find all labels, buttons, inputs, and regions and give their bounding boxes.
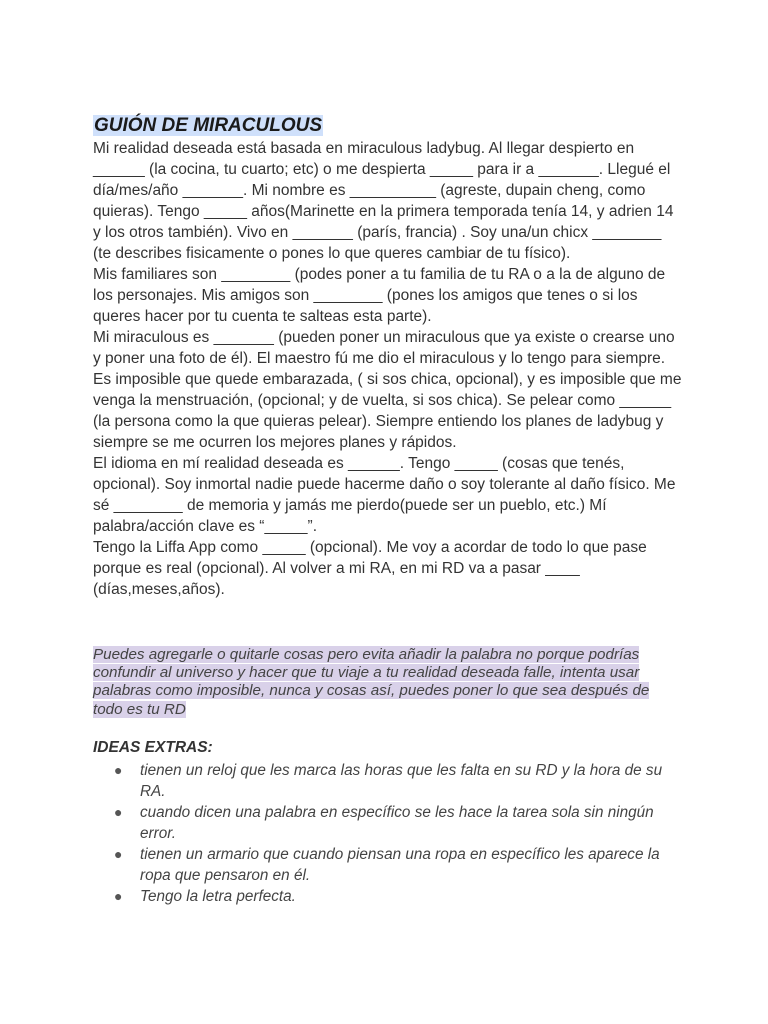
paragraph-abilities: Es imposible que quede embarazada, ( si sos chica, opcional), y es imposible que me venga la menstruación, (opcional; y de vuelta, si sos chica). Se pelear como ______ (la persona como la que quieras pelear). Siempre entiendo los planes de ladybug y siempre se me ocurren los mejores planes y rápidos. xyxy=(93,371,682,451)
paragraph-language: El idioma en mí realidad deseada es ______. Tengo _____ (cosas que tenés, opcional). Soy inmortal nadie puede hacerme daño o soy tolerante al daño físico. Me sé ________ de memoria y jamás me pierdo(puede ser un pueblo, etc.) Mí palabra/acción clave es “_____”. xyxy=(93,455,676,535)
list-item-text: Tengo la letra perfecta. xyxy=(140,887,296,905)
list-item-text: tienen un reloj que les marca las horas que les falta en su RD y la hora de su RA. xyxy=(140,761,663,800)
body-text xyxy=(93,138,683,600)
bullet-icon: ● xyxy=(114,803,123,820)
list-item-text: tienen un armario que cuando piensan una ropa en específico les aparece la ropa que pensaron en él. xyxy=(140,845,660,884)
list-item-text: cuando dicen una palabra en específico se les hace la tarea sola sin ningún error. xyxy=(140,803,654,842)
document-title: GUIÓN DE MIRACULOUS xyxy=(94,115,322,136)
extras-list xyxy=(93,760,683,907)
title-line xyxy=(93,114,683,138)
paragraph-intro: Mi realidad deseada está basada en miraculous ladybug. Al llegar despierto en ______ (la cocina, tu cuarto; etc) o me despierta _____ para ir a _______. Llegué el día/mes/año _______. Mi nombre es __________ (agreste, dupain cheng, como quieras). Tengo _____ años(Marinette en la primera temporada tenía 14, y adrien 14 y los otros también). Vivo en _______ (parís, francia) . Soy una/un chicx ________ (te describes fisicamente o pones lo que queres cambiar de tu físico). xyxy=(93,140,674,262)
list-item xyxy=(93,844,683,886)
paragraph-miraculous: Mi miraculous es _______ (pueden poner un miraculous que ya existe o crearse uno y poner una foto de él). El maestro fú me dio el miraculous y lo tengo para siempre. xyxy=(93,329,675,367)
document-content xyxy=(93,114,683,907)
list-item xyxy=(93,802,683,844)
extras-heading: IDEAS EXTRAS: xyxy=(93,738,213,756)
list-item xyxy=(93,886,683,907)
bullet-icon: ● xyxy=(114,761,123,778)
highlighted-note xyxy=(93,646,683,719)
bullet-icon: ● xyxy=(114,845,123,862)
note-text: Puedes agregarle o quitarle cosas pero evita añadir la palabra no porque podrías confundir al universo y hacer que tu viaje a tu realidad deseada falle, intenta usar palabras como imposible, nunca y cosas así, puedes poner lo que sea después de todo es tu RD xyxy=(93,646,650,718)
list-item xyxy=(93,760,683,802)
paragraph-family: Mis familiares son ________ (podes poner a tu familia de tu RA o a la de alguno de los personajes. Mis amigos son ________ (pones los amigos que tenes o si los queres hacer por tu cuenta te salteas esta parte). xyxy=(93,266,666,325)
bullet-icon: ● xyxy=(114,887,123,904)
paragraph-liffa: Tengo la Liffa App como _____ (opcional). Me voy a acordar de todo lo que pase porque es real (opcional). Al volver a mi RA, en mi RD va a pasar ____ (días,meses,años). xyxy=(93,539,647,598)
